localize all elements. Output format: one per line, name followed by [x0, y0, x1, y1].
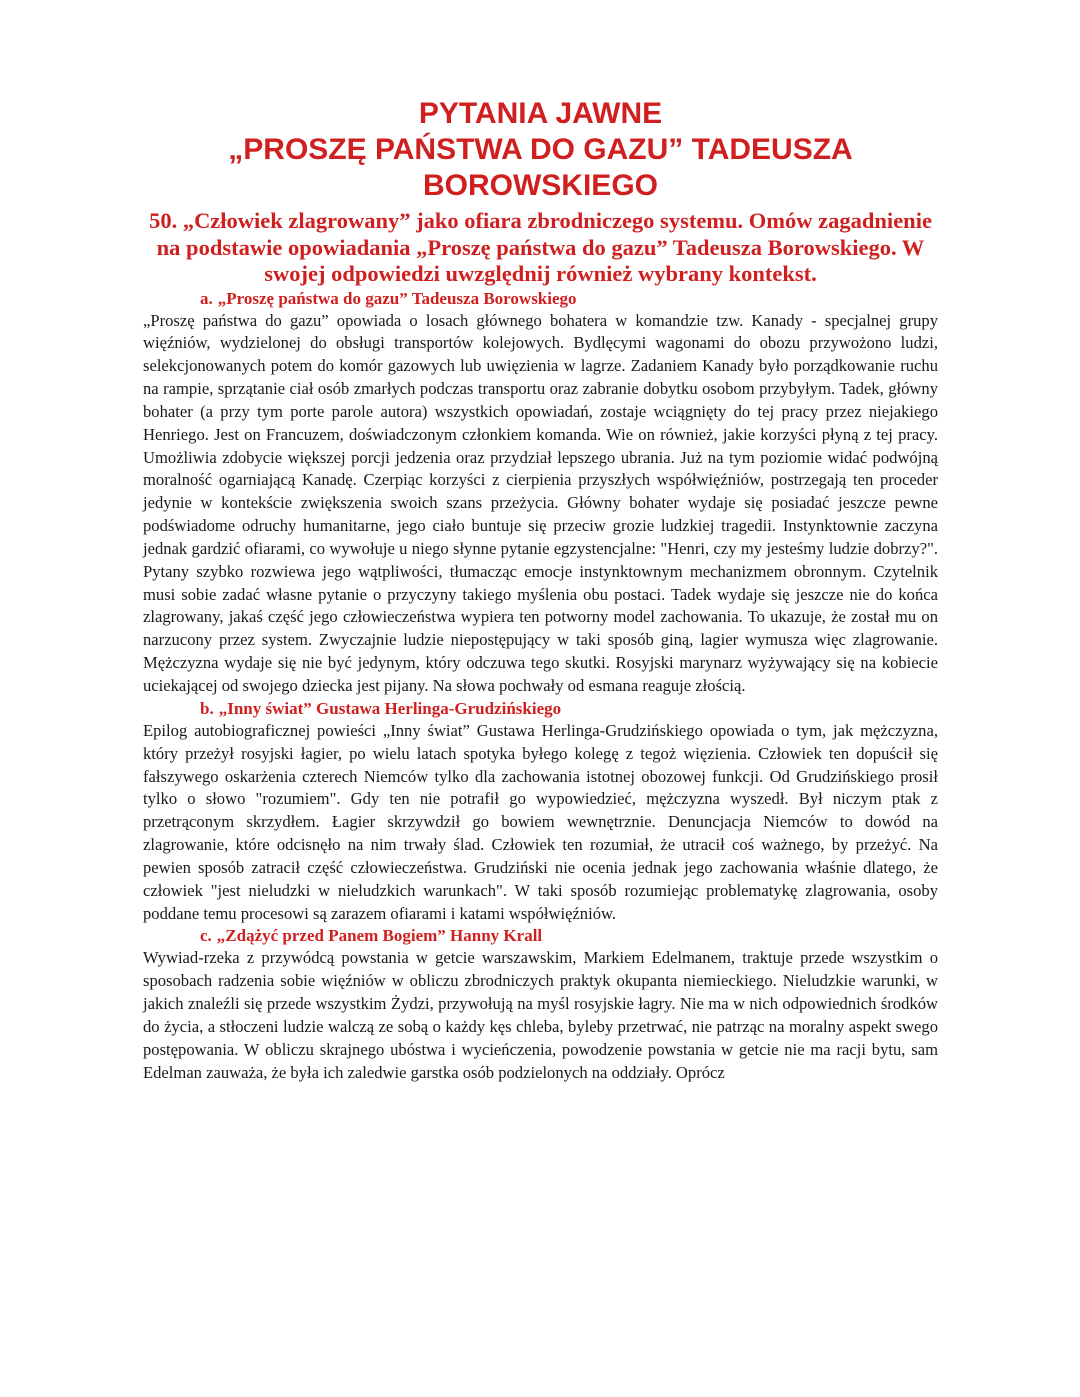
section-marker: c. — [200, 926, 212, 946]
section-heading — [143, 288, 938, 310]
section-marker: a. — [200, 288, 213, 308]
title-line: „PROSZĘ PAŃSTWA DO GAZU” TADEUSZA — [228, 133, 853, 166]
section-c — [143, 925, 938, 1084]
document-title — [143, 96, 938, 204]
section-heading — [143, 698, 938, 720]
section-marker: b. — [200, 698, 214, 718]
title-line: BOROWSKIEGO — [422, 169, 658, 202]
section-title: „Zdążyć przed Panem Bogiem” Hanny Krall — [216, 926, 543, 946]
document-page — [143, 96, 938, 1085]
title-line: PYTANIA JAWNE — [418, 97, 663, 130]
section-a — [143, 288, 938, 698]
section-title: „Proszę państwa do gazu” Tadeusza Borowskiego — [217, 288, 577, 308]
section-b — [143, 698, 938, 926]
exam-question: 50. „Człowiek zlagrowany” jako ofiara zbrodniczego systemu. Omów zagadnienie na podstawie opowiadania „Proszę państwa do gazu” Tadeusza Borowskiego. W swojej odpowiedzi uwzględnij również wybrany kontekst. — [149, 208, 932, 286]
section-body: Wywiad-rzeka z przywódcą powstania w getcie warszawskim, Markiem Edelmanem, traktuje przede wszystkim o sposobach radzenia sobie więźniów w obliczu zbrodniczych praktyk okupanta niemieckiego. Nieludzkie warunki, w jakich znaleźli się przede wszystkim Żydzi, przywołują na myśl rosyjskie łagry. Nie ma w nich odpowiednich środków do życia, a stłoczeni ludzie walczą ze sobą o każdy kęs chleba, byleby przetrwać, nie patrząc na moralny aspekt swego postępowania. W obliczu skrajnego ubóstwa i wycieńczenia, powodzenie powstania w getcie nie ma racji bytu, sam Edelman zauważa, że była ich zaledwie garstka osób podzielonych na oddziały. Oprócz — [143, 948, 938, 1082]
section-heading — [143, 925, 938, 947]
section-body: Epilog autobiograficznej powieści „Inny świat” Gustawa Herlinga-Grudzińskiego opowiada o tym, jak mężczyzna, który przeżył rosyjski łagier, po wielu latach spotyka byłego kolegę z tegoż więzienia. Człowiek ten dopuścił się fałszywego oskarżenia czterech Niemców tylko dla zachowania istotnej obozowej funkcji. Od Grudzińskiego prosił tylko o słowo "rozumiem". Gdy ten nie potrafił go wypowiedzieć, mężczyzna wyszedł. Był niczym ptak z przetrąconym skrzydłem. Łagier skrzywdził go bowiem wewnętrznie. Denuncjacja Niemców to dowód na zlagrowanie, które odcisnęło na nim trwały ślad. Człowiek ten rozumiał, że utracił coś ważnego, by przeżyć. Na pewien sposób zatracił część człowieczeństwa. Grudziński nie ocenia jednak jego zachowania właśnie dlatego, że człowiek "jest nieludzki w nieludzkich warunkach". W taki sposób rozumiejąc problematykę zlagrowania, osoby poddane temu procesowi są zarazem ofiarami i katami współwięźniów. — [143, 720, 938, 923]
section-title: „Inny świat” Gustawa Herlinga-Grudzińskiego — [218, 698, 562, 718]
section-body: „Proszę państwa do gazu” opowiada o losach głównego bohatera w komandzie tzw. Kanady - specjalnej grupy więźniów, wydzielonej do obsługi transportów kolejowych. Bydlęcymi wagonami do obozu przywożono ludzi, selekcjonowanych potem do komór gazowych lub uwięzienia w lagrze. Zadaniem Kanady było porządkowanie ruchu na rampie, sprzątanie ciał osób zmarłych podczas transportu oraz zabranie dobytku osobom przybyłym. Tadek, główny bohater (a przy tym porte parole autora) wszystkich opowiadań, zostaje wciągnięty do tej pracy przez niejakiego Henriego. Jest on Francuzem, doświadczonym członkiem komanda. Wie on również, jakie korzyści płyną z tej pracy. Umożliwia zdobycie większej porcji jedzenia oraz przydział lepszego ubrania. Już na tym poziomie widać podwójną moralność ogarniającą Kanadę. Czerpiąc korzyści z cierpienia przyszłych współwięźniów, postrzegają ten proceder jedynie w kontekście zwiększenia swoich szans przeżycia. Główny bohater wydaje się posiadać jeszcze pewne podświadome odruchy humanitarne, jego ciało buntuje się przeciw grozie ludzkiej tragedii. Instynktownie zaczyna jednak gardzić ofiarami, co wywołuje u niego słynne pytanie egzystencjalne: "Henri, czy my jesteśmy ludzie dobrzy?". Pytany szybko rozwiewa jego wątpliwości, tłumacząc emocje instynktownym mechanizmem obronnym. Czytelnik musi sobie zadać własne pytanie o przyczyny takiego myślenia obu postaci. Tadek wydaje się jeszcze nie do końca zlagrowany, jakaś część jego człowieczeństwa wypiera ten potworny model zachowania. To ukazuje, że został mu on narzucony przez system. Zwyczajnie ludzie niepostępujący w taki sposób giną, lagier wymusza więc zlagrowanie. Mężczyzna wydaje się nie być jedynym, który odczuwa tego skutki. Rosyjski marynarz wyżywający się na kobiecie uciekającej od swojego dziecka jest pijany. Na słowa pochwały od esmana reaguje złością. — [143, 310, 938, 695]
